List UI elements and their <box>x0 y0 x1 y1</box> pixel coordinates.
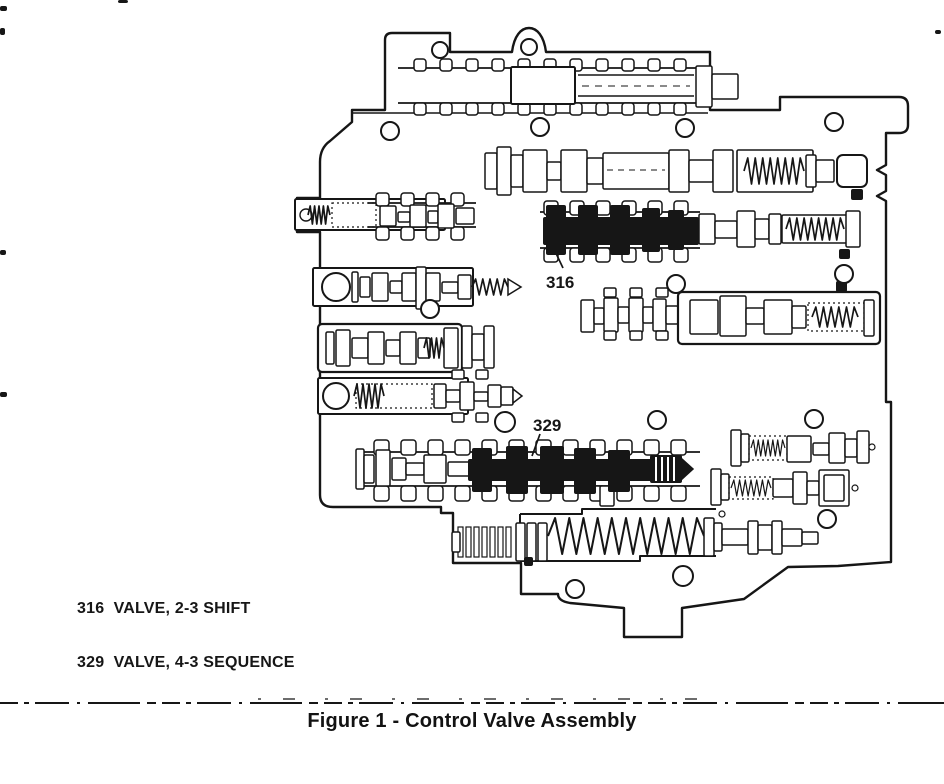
spool-rect <box>816 160 834 182</box>
bore-tooth <box>376 227 389 240</box>
spool-rect <box>438 204 454 228</box>
spool-rect <box>400 332 416 364</box>
spool-rect <box>618 307 629 323</box>
black-spool <box>668 210 684 250</box>
figure-legend <box>77 564 295 708</box>
thread-rib <box>498 527 503 557</box>
spool-rect <box>603 153 669 189</box>
spool-rect <box>581 300 594 332</box>
bore-tooth <box>466 103 478 115</box>
spool-rect <box>806 155 816 187</box>
spool-rect <box>669 150 689 192</box>
spool-rect <box>484 326 494 368</box>
spool-rect <box>699 214 715 244</box>
spool-rect <box>428 211 438 223</box>
black-spool <box>0 28 5 35</box>
bolt-hole <box>421 300 439 318</box>
bore-tooth <box>596 248 610 262</box>
spool-rect <box>772 521 782 554</box>
spool-rect <box>326 332 334 364</box>
bore-tooth <box>414 59 426 71</box>
spool-rect <box>488 385 501 407</box>
bore-tooth <box>401 227 414 240</box>
bore-tooth <box>426 193 439 206</box>
black-spool <box>546 205 566 255</box>
spool-rect <box>802 532 818 544</box>
spool-rect <box>846 211 860 247</box>
bolt-hole <box>323 383 349 409</box>
spool-rect <box>807 481 819 495</box>
spool-rect <box>456 208 474 224</box>
spool-rect <box>845 439 857 457</box>
bore-tooth <box>622 103 634 115</box>
bore-tooth <box>596 103 608 115</box>
spool-rect <box>434 384 446 408</box>
spool-rect <box>690 300 718 334</box>
spool-rect <box>424 455 446 483</box>
bolt-hole <box>825 113 843 131</box>
spool-rect <box>452 532 460 552</box>
pin <box>869 444 875 450</box>
spool-rect <box>764 300 792 334</box>
spool-rect <box>737 211 755 247</box>
pin <box>852 485 858 491</box>
spool-rect <box>837 155 867 187</box>
spool-rect <box>587 158 603 184</box>
spool-rect <box>813 443 829 455</box>
bore-tooth <box>455 440 470 455</box>
bore-tooth <box>428 486 443 501</box>
spool-rect <box>485 153 497 189</box>
spool-rect <box>643 307 653 323</box>
spool-rect <box>356 449 364 489</box>
spool-rect <box>857 431 869 463</box>
spool-rect <box>773 479 793 497</box>
black-spool <box>578 205 598 255</box>
black-spool <box>610 205 630 255</box>
black-spool <box>0 6 7 11</box>
bore-tooth <box>671 440 686 455</box>
bolt-hole <box>566 580 584 598</box>
bore-tooth <box>622 59 634 71</box>
spool-rect <box>364 455 374 483</box>
bore-tooth <box>428 440 443 455</box>
bore-tooth <box>648 59 660 71</box>
valve-tip <box>682 459 693 479</box>
black-spool <box>935 30 941 34</box>
bore-tooth <box>401 193 414 206</box>
bolt-hole <box>381 122 399 140</box>
bore-tooth <box>401 486 416 501</box>
bore-tooth <box>376 193 389 206</box>
bolt-hole <box>521 39 537 55</box>
bolt-hole <box>818 510 836 528</box>
valve-tip <box>508 279 521 295</box>
bore-tooth <box>426 227 439 240</box>
bore-tooth <box>674 248 688 262</box>
black-spool <box>524 557 533 566</box>
outline-path <box>520 556 716 561</box>
pin <box>719 511 725 517</box>
bolt-hole <box>495 412 515 432</box>
spool-rect <box>448 462 470 476</box>
spool-rect <box>561 150 587 192</box>
bolt-hole <box>667 275 685 293</box>
spool-rect <box>501 387 513 405</box>
callouts <box>532 247 574 456</box>
spool-rect <box>372 273 388 301</box>
spool-rect <box>452 413 464 422</box>
spool-rect <box>696 66 712 107</box>
bore-tooth <box>451 227 464 240</box>
black-spool <box>0 250 6 255</box>
black-spool <box>642 208 660 252</box>
spool-rect <box>386 340 400 356</box>
spool-rect <box>446 390 460 402</box>
bore-tooth <box>671 486 686 501</box>
thread-rib <box>474 527 479 557</box>
spool-rect <box>755 219 769 239</box>
spool-rect <box>864 300 874 336</box>
figure-caption: Figure 1 - Control Valve Assembly <box>307 710 637 732</box>
spool-rect <box>731 430 741 466</box>
black-spool <box>574 448 596 494</box>
bore-tooth <box>648 103 660 115</box>
spool-rect <box>368 332 384 364</box>
spool-rect <box>714 523 722 551</box>
spool-rect <box>769 214 781 244</box>
thread-rib <box>490 527 495 557</box>
bore-tooth <box>440 103 452 115</box>
bore-tooth <box>440 59 452 71</box>
spring <box>731 480 771 496</box>
spool-rect <box>787 436 811 462</box>
callout-316-label: 316 <box>546 273 575 292</box>
spool-rect <box>516 523 525 561</box>
spring <box>751 440 785 456</box>
spool-rect <box>604 331 616 340</box>
spool-rect <box>511 67 575 104</box>
spool-rect <box>666 306 678 324</box>
bolt-hole <box>835 265 853 283</box>
spool-rect <box>380 206 396 226</box>
black-spool <box>851 189 863 200</box>
spool-rect <box>656 331 668 340</box>
spool-rect <box>824 475 844 501</box>
spool-rect <box>793 472 807 504</box>
spool-rect <box>511 155 523 187</box>
spool-rect <box>737 150 813 192</box>
spool-rect <box>748 521 758 554</box>
bore-tooth <box>674 59 686 71</box>
black-spool <box>0 392 7 397</box>
spool-rect <box>594 308 604 324</box>
bore-tooth <box>644 486 659 501</box>
outline-path <box>520 509 716 514</box>
bore-tooth <box>466 59 478 71</box>
spool-rect <box>474 392 488 401</box>
spool-rect <box>704 518 714 556</box>
spool-rect <box>336 330 350 366</box>
spool-rect <box>720 296 746 336</box>
spool-rect <box>476 413 488 422</box>
spool-rect <box>462 326 472 368</box>
spool-rect <box>829 433 845 463</box>
spool-rect <box>452 370 464 379</box>
spool-rect <box>689 160 713 182</box>
spool-rect <box>406 463 424 475</box>
spring <box>548 518 704 554</box>
bolt-hole <box>805 410 823 428</box>
spool-rect <box>782 529 802 546</box>
thread-rib <box>482 527 487 557</box>
spool-rect <box>410 205 426 227</box>
spool-rect <box>741 434 749 462</box>
valve-tip <box>513 389 522 403</box>
bore-tooth <box>414 103 426 115</box>
spool-rect <box>458 275 471 299</box>
spool-rect <box>547 162 561 180</box>
black-spool <box>839 249 850 259</box>
bore-tooth <box>374 486 389 501</box>
black-spool <box>608 450 630 492</box>
bore-tooth <box>401 440 416 455</box>
black-spool <box>540 446 564 494</box>
spool-rect <box>523 150 547 192</box>
spool-rect <box>630 331 642 340</box>
bolt-hole <box>676 119 694 137</box>
spool-rect <box>376 450 390 486</box>
bolt-hole <box>432 42 448 58</box>
black-spool <box>506 446 528 494</box>
bore-tooth <box>674 103 686 115</box>
spool-rect <box>629 298 643 332</box>
black-spool <box>468 459 672 481</box>
spool-rect <box>758 525 772 550</box>
spool-rect <box>426 273 440 301</box>
black-spool <box>118 0 128 3</box>
spool-rect <box>653 299 666 331</box>
thread-rib <box>466 527 471 557</box>
spool-rect <box>527 523 536 561</box>
spool-rect <box>715 221 737 238</box>
spool-rect <box>398 212 410 222</box>
spool-rect <box>746 308 764 324</box>
spool-rect <box>402 273 416 301</box>
spool-rect <box>792 306 806 328</box>
legend-line-316: 316 VALVE, 2-3 SHIFT <box>77 600 251 617</box>
bolt-hole <box>531 118 549 136</box>
spool-rect <box>442 282 458 293</box>
black-spool <box>472 448 492 492</box>
spool-rect <box>472 334 484 360</box>
spool-rect <box>392 458 406 480</box>
spool-rect <box>604 298 618 332</box>
spool-rect <box>630 288 642 297</box>
bore-tooth <box>596 59 608 71</box>
spool-rect <box>713 150 733 192</box>
bore-tooth <box>492 59 504 71</box>
bore-tooth <box>492 103 504 115</box>
bolt-hole <box>322 273 350 301</box>
spool-rect <box>721 474 729 500</box>
spool-rect <box>497 147 511 195</box>
thread-rib <box>506 527 511 557</box>
bolt-hole <box>648 411 666 429</box>
spool-rect <box>390 281 402 293</box>
black-spool <box>650 455 682 483</box>
spool-rect <box>460 382 474 410</box>
spool-rect <box>656 288 668 297</box>
spool-rect <box>722 529 748 545</box>
callout-329-label: 329 <box>533 416 562 435</box>
bolt-hole <box>673 566 693 586</box>
bore-tooth <box>644 440 659 455</box>
spool-rect <box>711 469 721 505</box>
spool-rect <box>352 338 368 358</box>
bore-tooth <box>596 201 610 215</box>
spool-rect <box>352 272 358 302</box>
spool-rect <box>476 370 488 379</box>
spring <box>472 279 508 295</box>
bore-tooth <box>455 486 470 501</box>
spool-rect <box>444 328 458 368</box>
spool-rect <box>604 288 616 297</box>
spool-rect <box>538 523 547 561</box>
spool-rect <box>712 74 738 99</box>
legend-line-329: 329 VALVE, 4-3 SEQUENCE <box>77 654 295 671</box>
spool-rect <box>360 277 370 297</box>
